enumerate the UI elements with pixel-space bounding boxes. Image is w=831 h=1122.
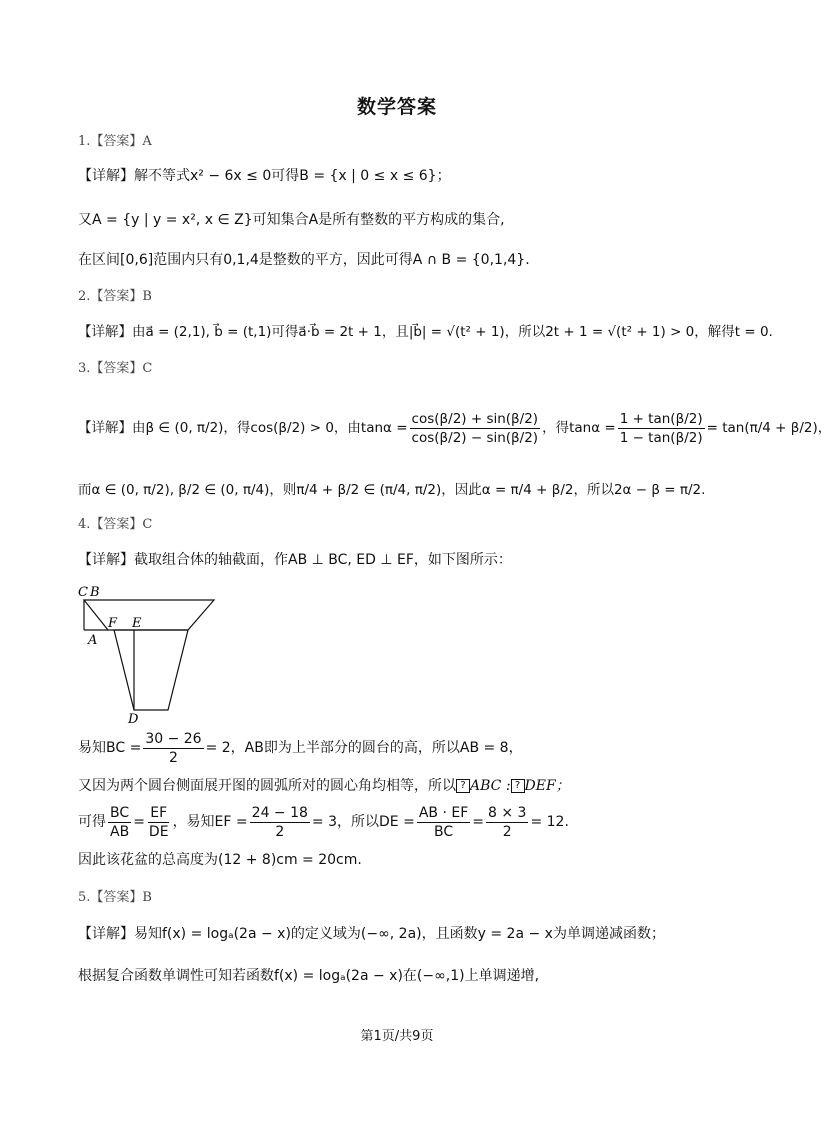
q2-answer-head: 2.【答案】B <box>78 289 152 304</box>
label-c: C <box>78 585 88 600</box>
q1-detail-line-2: 又A = {y | y = x², x ∈ Z}可知集合A是所有整数的平方构成的集合, <box>78 212 505 228</box>
q4-l4-fraction-2 <box>147 804 171 841</box>
label-f: F <box>108 616 118 631</box>
q4-l4-fraction-2-num: EF <box>150 804 168 821</box>
label-b: B <box>90 585 100 600</box>
q4-l4-fraction-3-num: 24 − 18 <box>251 804 308 821</box>
q2-detail-line-1: 【详解】由a⃗ = (2,1), b⃗ = (t,1)可得a⃗·b⃗ = 2t + 1，且|b⃗| = √(t² + 1)，所以2t + 1 = √(t² + 1) > 0，解得t = 0. <box>78 324 773 340</box>
q4-l4-fraction-1-den: AB <box>110 823 130 840</box>
q3-fraction-1-num: cos(β/2) + sin(β/2) <box>411 410 539 427</box>
q4-l4-text-e: = 12. <box>530 814 569 830</box>
q3-text-a: 【详解】由β ∈ (0, π/2)，得cos(β/2) > 0，由tanα = <box>78 420 408 436</box>
q4-l2-fraction-den: 2 <box>169 749 178 766</box>
q4-detail-line-3 <box>78 776 570 796</box>
q4-l4-fraction-4-num: AB · EF <box>418 804 469 821</box>
q4-l4-fraction-5 <box>486 804 528 841</box>
q1-detail-line-1: 【详解】解不等式x² − 6x ≤ 0可得B = {x | 0 ≤ x ≤ 6}； <box>78 168 451 184</box>
unknown-symbol-box: ? <box>511 779 525 793</box>
q4-l3-text-a: 又因为两个圆台侧面展开图的圆弧所对的圆心角均相等，所以 <box>78 778 456 794</box>
q4-l3-text-c: DEF； <box>524 778 570 794</box>
q4-l4-fraction-2-den: DE <box>148 823 169 840</box>
q3-fraction-2 <box>618 410 705 447</box>
q4-detail-line-5: 因此该花盆的总高度为(12 + 8)cm = 20cm. <box>78 852 362 868</box>
q4-l2-fraction-num: 30 − 26 <box>145 730 202 747</box>
q3-text-c: = tan(π/4 + β/2)， <box>706 420 831 436</box>
q3-fraction-2-num: 1 + tan(β/2) <box>619 410 703 427</box>
q4-axial-section-figure <box>74 580 234 728</box>
q4-l4-text-b: ，易知EF = <box>172 814 248 830</box>
q5-detail-line-2: 根据复合函数单调性可知若函数f(x) = logₐ(2a − x)在(−∞,1)上单调递增, <box>78 968 540 984</box>
q4-l4-text-d: = <box>472 814 484 830</box>
q4-detail-line-2 <box>78 728 523 768</box>
q4-l4-text-a: 可得 <box>78 814 106 830</box>
unknown-symbol-box: ? <box>456 779 470 793</box>
q4-l2-text-b: = 2，AB即为上半部分的圆台的高，所以AB = 8， <box>205 740 523 756</box>
q4-l4-fraction-4 <box>417 804 470 841</box>
q4-l4-equals: = <box>133 814 145 830</box>
q4-answer-head: 4.【答案】C <box>78 517 153 532</box>
q4-detail-line-1: 【详解】截取组合体的轴截面，作AB ⊥ BC, ED ⊥ EF，如下图所示： <box>78 552 512 568</box>
label-e: E <box>132 616 142 631</box>
q4-l4-text-c: = 3，所以DE = <box>311 814 415 830</box>
q3-fraction-1 <box>410 410 541 447</box>
upper-frustum-shape <box>84 600 214 630</box>
q4-l4-fraction-5-den: 2 <box>502 823 512 840</box>
page-footer: 第1页/共9页 <box>360 1029 434 1044</box>
q4-l4-fraction-3 <box>250 804 310 841</box>
q5-answer-head: 5.【答案】B <box>78 890 152 905</box>
q4-l2-fraction <box>143 730 203 767</box>
q4-l2-text-a: 易知BC = <box>78 740 142 756</box>
lower-frustum-shape <box>114 630 188 710</box>
q3-fraction-1-den: cos(β/2) − sin(β/2) <box>411 429 539 446</box>
q3-answer-head: 3.【答案】C <box>78 361 153 376</box>
q4-detail-line-4 <box>78 800 569 844</box>
q3-text-b: ，得tanα = <box>542 420 616 436</box>
q1-answer-head: 1.【答案】A <box>78 134 152 149</box>
q4-l4-fraction-4-den: BC <box>433 823 454 840</box>
q4-l4-fraction-1-num: BC <box>110 804 130 821</box>
label-a: A <box>88 633 98 648</box>
q4-l3-text-b: ABC : <box>470 778 511 794</box>
q3-detail-line-2: 而α ∈ (0, π/2), β/2 ∈ (0, π/4)，则π/4 + β/2 ∈ (π/4, π/2)，因此α = π/4 + β/2，所以2α − β = π/2. <box>78 482 706 498</box>
q1-detail-line-3: 在区间[0,6]范围内只有0,1,4是整数的平方，因此可得A ∩ B = {0,1,4}. <box>78 252 530 268</box>
q3-detail-line-1 <box>78 392 831 464</box>
q4-l4-fraction-3-den: 2 <box>275 823 285 840</box>
q4-l4-fraction-5-num: 8 × 3 <box>488 804 527 821</box>
q4-l4-fraction-1 <box>108 804 131 841</box>
q3-fraction-2-den: 1 − tan(β/2) <box>619 429 703 446</box>
label-d: D <box>128 712 139 727</box>
q5-detail-line-1: 【详解】易知f(x) = logₐ(2a − x)的定义域为(−∞, 2a)，且函数y = 2a − x为单调递减函数； <box>78 926 665 942</box>
page-title: 数学答案 <box>356 96 437 118</box>
